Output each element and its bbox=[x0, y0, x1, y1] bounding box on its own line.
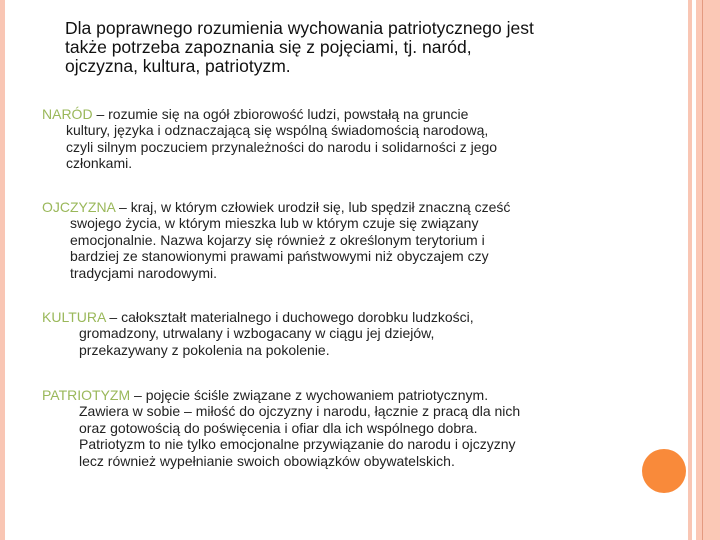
term: OJCZYZNA bbox=[42, 199, 116, 215]
term: KULTURA bbox=[42, 309, 106, 325]
right-border-stripe bbox=[688, 0, 692, 540]
definition-text: – całokształt materialnego i duchowego dorobku ludzkości, bbox=[105, 309, 474, 325]
definition-ojczyzna bbox=[42, 199, 510, 281]
definition-line: Zawiera w sobie – miłość do ojczyzny i narodu, łącznie z pracą dla nich bbox=[79, 403, 521, 420]
definition-text: – kraj, w którym człowiek urodził się, lub spędził znaczną cześć bbox=[115, 199, 511, 215]
definition-line: kultury, języka i odznaczającą się wspólną świadomością narodową, bbox=[66, 122, 489, 139]
definition-narod bbox=[42, 106, 497, 172]
title-line: także potrzeba zapoznania się z pojęciami, tj. naród, bbox=[65, 37, 472, 57]
title-line: Dla poprawnego rozumienia wychowania patriotycznego jest bbox=[65, 18, 534, 38]
term: PATRIOTYZM bbox=[42, 387, 131, 403]
definition-line: swojego życia, w którym mieszka lub w którym czuje się związany bbox=[70, 215, 479, 232]
orange-circle-decoration bbox=[642, 449, 686, 493]
definition-line: przekazywany z pokolenia na pokolenie. bbox=[79, 341, 330, 358]
left-border-stripe bbox=[0, 0, 5, 540]
definition-line: bardziej ze stanowionymi prawami państwowymi niż obyczajem czy bbox=[70, 248, 489, 265]
definition-text: – rozumie się na ogół zbiorowość ludzi, powstałą na gruncie bbox=[92, 106, 469, 122]
definition-patriotyzm bbox=[42, 387, 520, 469]
definition-line: tradycjami narodowymi. bbox=[70, 264, 218, 281]
slide-title bbox=[65, 19, 534, 76]
definition-line: emocjonalnie. Nazwa kojarzy się również z określonym terytorium i bbox=[70, 231, 485, 248]
term: NARÓD bbox=[42, 106, 93, 122]
definition-kultura bbox=[42, 309, 474, 358]
definition-line: członkami. bbox=[66, 155, 133, 172]
title-line: ojczyzna, kultura, patriotyzm. bbox=[65, 56, 291, 76]
definition-line: Patriotyzm to nie tylko emocjonalne przywiązanie do narodu i ojczyzny bbox=[79, 436, 516, 453]
definition-line: lecz również wypełnianie swoich obowiązków obywatelskich. bbox=[79, 452, 455, 469]
definition-line: gromadzony, utrwalany i wzbogacany w ciągu jej dziejów, bbox=[79, 325, 435, 342]
right-border-band bbox=[696, 0, 720, 540]
definition-line: oraz gotowością do poświęcenia i ofiar dla ich wspólnego dobra. bbox=[79, 419, 478, 436]
definition-text: – pojęcie ściśle związane z wychowaniem patriotycznym. bbox=[130, 387, 489, 403]
right-border-line bbox=[702, 0, 703, 540]
definition-line: czyli silnym poczuciem przynależności do narodu i solidarności z jego bbox=[66, 138, 498, 155]
